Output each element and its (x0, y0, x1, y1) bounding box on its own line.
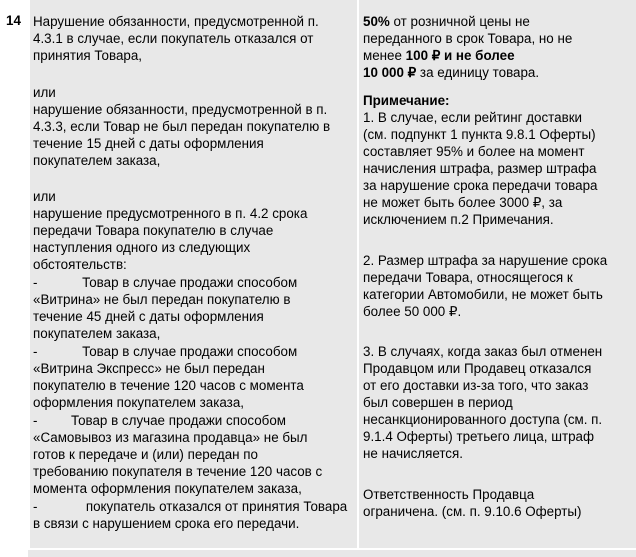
note-line: составляет 95% и более на момент (363, 144, 585, 159)
penalty-line: 50% от розничной цены не (363, 14, 530, 29)
list-item-line: оформления покупателем заказа, (33, 395, 244, 410)
liability-line: Ответственность Продавца (363, 487, 535, 502)
violation-line: покупателем заказа, (33, 153, 161, 168)
list-item-line: - Товар в случае продажи способом (33, 275, 298, 290)
note-line: 2. Размер штрафа за нарушение срока (363, 253, 608, 268)
violation-line: передачи Товара покупателю в случае (33, 223, 274, 238)
note-line: несанкционированного доступа (см. п. (363, 412, 603, 427)
list-item-line: «Витрина Экспресс» не был передан (33, 361, 265, 376)
violation-line: 4.3.3, если Товар не был передан покупателю в (33, 119, 331, 134)
note-title: Примечание: (363, 93, 450, 108)
next-row-strip (28, 550, 636, 557)
list-item-line: - покупатель отказался от принятия Товара (33, 499, 348, 514)
or-separator: или (33, 189, 56, 204)
note-line: исключением п.2 Примечания. (363, 212, 554, 227)
note-line: более 50 000 ₽. (363, 304, 462, 319)
note-line: начисления штрафа, размер штрафа (363, 161, 597, 176)
list-item-line: покупателем заказа, (33, 326, 161, 341)
list-item-line: течение 45 дней с даты оформления (33, 309, 264, 324)
note-line: категории Автомобили, не может быть (363, 287, 603, 302)
note-line: за нарушение срока передачи товара (363, 178, 598, 193)
penalty-line: 10 000 ₽ за единицу товара. (363, 65, 540, 80)
list-item-line: - Товар в случае продажи способом (33, 413, 287, 428)
liability-line: ограничена. (см. п. 9.10.6 Оферты) (363, 504, 582, 519)
violation-line: наступления одного из следующих (33, 240, 251, 255)
column-divider (28, 0, 30, 548)
list-item-line: в связи с нарушением срока его передачи. (33, 516, 300, 531)
list-item-line: требованию покупателя в течение 120 часов с (33, 464, 323, 479)
row-number-cell (0, 0, 28, 548)
violation-line: нарушение предусмотренного в п. 4.2 срока (33, 206, 308, 221)
note-line: (см. подпункт 1 пункта 9.8.1 Оферты) (363, 127, 596, 142)
note-line: передачи Товара, относящегося к (363, 270, 573, 285)
list-item-line: «Витрина» не был передан покупателю в (33, 292, 291, 307)
violation-line: Нарушение обязанности, предусмотренной п. (33, 14, 319, 29)
penalty-line: переданного в срок Товара, но не (363, 31, 573, 46)
list-item-line: покупателю в течение 120 часов с момента (33, 378, 304, 393)
list-item-line: момента оформления покупателем заказа, (33, 481, 302, 496)
note-line: от его доставки из-за того, что заказ (363, 378, 589, 393)
row-number: 14 (6, 13, 21, 28)
violation-line: принятия Товара, (33, 48, 143, 63)
list-item-line: - Товар в случае продажи способом (33, 344, 298, 359)
list-item-line: «Самовывоз из магазина продавца» не был (33, 430, 308, 445)
violation-line: течение 15 дней с даты оформления (33, 136, 264, 151)
note-line: 3. В случаях, когда заказ был отменен (363, 344, 603, 359)
or-separator: или (33, 85, 56, 100)
note-line: был совершен в период (363, 395, 513, 410)
violation-line: 4.3.1 в случае, если покупатель отказался от (33, 31, 314, 46)
note-line: 9.1.4 Оферты) третьего лица, штраф (363, 429, 595, 444)
list-item-line: готов к передаче и (или) передан по (33, 447, 258, 462)
violation-line: обстоятельств: (33, 257, 127, 272)
column-divider (357, 0, 359, 548)
note-line: 1. В случае, если рейтинг доставки (363, 110, 583, 125)
penalty-line: менее 100 ₽ и не более (363, 48, 515, 63)
note-line: не начисляется. (363, 446, 463, 461)
note-line: Продавцом или Продавец отказался (363, 361, 592, 376)
note-line: не может быть более 3000 ₽, за (363, 195, 563, 210)
violation-line: нарушение обязанности, предусмотренной в п. (33, 102, 328, 117)
